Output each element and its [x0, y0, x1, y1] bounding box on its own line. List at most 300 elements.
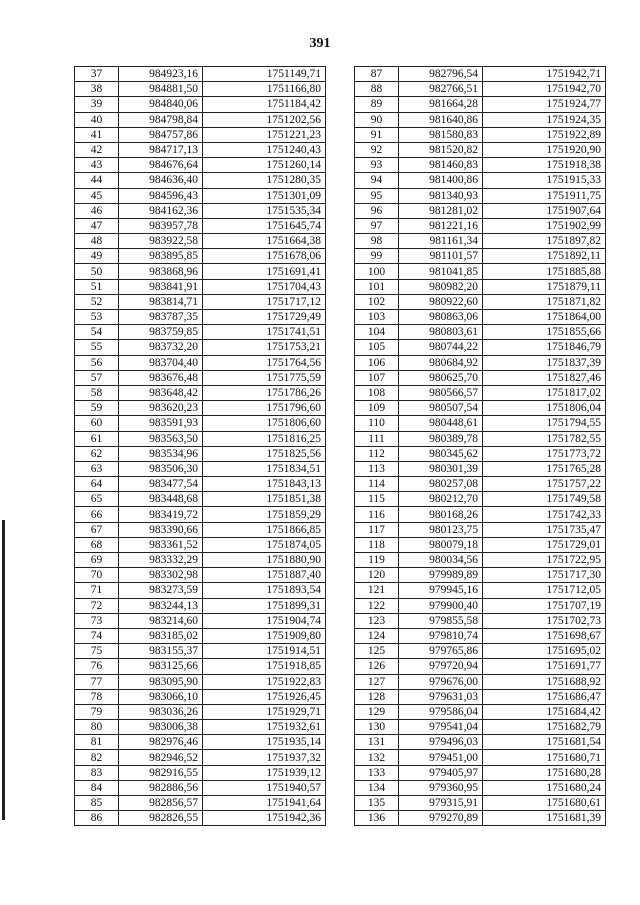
y-coordinate-cell: 1751855,66: [483, 325, 606, 340]
x-coordinate-cell: 983006,38: [119, 720, 203, 735]
point-number-cell: 45: [75, 188, 119, 203]
x-coordinate-cell: 984757,86: [119, 127, 203, 142]
table-row: [75, 735, 326, 750]
x-coordinate-cell: 980982,20: [399, 279, 483, 294]
y-coordinate-cell: 1751645,74: [203, 218, 326, 233]
table-row: [75, 674, 326, 689]
y-coordinate-cell: 1751707,19: [483, 598, 606, 613]
y-coordinate-cell: 1751765,28: [483, 461, 606, 476]
table-row: [355, 583, 606, 598]
table-row: [355, 689, 606, 704]
x-coordinate-cell: 983477,54: [119, 477, 203, 492]
y-coordinate-cell: 1751722,95: [483, 553, 606, 568]
y-coordinate-cell: 1751907,64: [483, 203, 606, 218]
x-coordinate-cell: 983868,96: [119, 264, 203, 279]
point-number-cell: 73: [75, 613, 119, 628]
point-number-cell: 65: [75, 492, 119, 507]
point-number-cell: 63: [75, 461, 119, 476]
point-number-cell: 104: [355, 325, 399, 340]
table-row: [355, 249, 606, 264]
table-row: [355, 553, 606, 568]
x-coordinate-cell: 983814,71: [119, 294, 203, 309]
table-row: [355, 188, 606, 203]
x-coordinate-cell: 982796,54: [399, 67, 483, 82]
x-coordinate-cell: 979405,97: [399, 765, 483, 780]
point-number-cell: 131: [355, 735, 399, 750]
point-number-cell: 44: [75, 173, 119, 188]
x-coordinate-cell: 984881,50: [119, 82, 203, 97]
point-number-cell: 62: [75, 446, 119, 461]
point-number-cell: 108: [355, 385, 399, 400]
table-row: [75, 279, 326, 294]
x-coordinate-cell: 981161,34: [399, 234, 483, 249]
point-number-cell: 75: [75, 644, 119, 659]
y-coordinate-cell: 1751704,43: [203, 279, 326, 294]
point-number-cell: 130: [355, 720, 399, 735]
point-number-cell: 70: [75, 568, 119, 583]
x-coordinate-cell: 982976,46: [119, 735, 203, 750]
y-coordinate-cell: 1751837,39: [483, 355, 606, 370]
y-coordinate-cell: 1751879,11: [483, 279, 606, 294]
x-coordinate-cell: 980257,08: [399, 477, 483, 492]
y-coordinate-cell: 1751735,47: [483, 522, 606, 537]
table-row: [75, 112, 326, 127]
y-coordinate-cell: 1751918,38: [483, 158, 606, 173]
table-row: [355, 325, 606, 340]
x-coordinate-cell: 979676,00: [399, 674, 483, 689]
x-coordinate-cell: 983787,35: [119, 310, 203, 325]
x-coordinate-cell: 983895,85: [119, 249, 203, 264]
y-coordinate-cell: 1751817,02: [483, 385, 606, 400]
point-number-cell: 99: [355, 249, 399, 264]
table-row: [355, 264, 606, 279]
table-row: [75, 401, 326, 416]
point-number-cell: 101: [355, 279, 399, 294]
y-coordinate-cell: 1751893,54: [203, 583, 326, 598]
table-row: [75, 294, 326, 309]
x-coordinate-cell: 983620,23: [119, 401, 203, 416]
table-row: [75, 689, 326, 704]
table-row: [355, 628, 606, 643]
table-row: [355, 568, 606, 583]
x-coordinate-cell: 981221,16: [399, 218, 483, 233]
table-row: [75, 340, 326, 355]
point-number-cell: 88: [355, 82, 399, 97]
y-coordinate-cell: 1751939,12: [203, 765, 326, 780]
y-coordinate-cell: 1751846,79: [483, 340, 606, 355]
y-coordinate-cell: 1751741,51: [203, 325, 326, 340]
x-coordinate-cell: 980168,26: [399, 507, 483, 522]
y-coordinate-cell: 1751695,02: [483, 644, 606, 659]
x-coordinate-cell: 979989,89: [399, 568, 483, 583]
table-row: [355, 355, 606, 370]
x-coordinate-cell: 979541,04: [399, 720, 483, 735]
point-number-cell: 38: [75, 82, 119, 97]
y-coordinate-cell: 1751922,83: [203, 674, 326, 689]
page-number: 391: [309, 36, 331, 51]
table-row: [75, 750, 326, 765]
y-coordinate-cell: 1751918,85: [203, 659, 326, 674]
y-coordinate-cell: 1751729,01: [483, 537, 606, 552]
x-coordinate-cell: 982886,56: [119, 780, 203, 795]
table-row: [355, 385, 606, 400]
y-coordinate-cell: 1751892,11: [483, 249, 606, 264]
x-coordinate-cell: 980922,60: [399, 294, 483, 309]
y-coordinate-cell: 1751202,56: [203, 112, 326, 127]
table-row: [75, 218, 326, 233]
point-number-cell: 66: [75, 507, 119, 522]
table-row: [75, 173, 326, 188]
table-row: [75, 644, 326, 659]
y-coordinate-cell: 1751680,61: [483, 796, 606, 811]
y-coordinate-cell: 1751851,38: [203, 492, 326, 507]
y-coordinate-cell: 1751942,71: [483, 67, 606, 82]
x-coordinate-cell: 983676,48: [119, 370, 203, 385]
table-row: [75, 765, 326, 780]
y-coordinate-cell: 1751691,77: [483, 659, 606, 674]
point-number-cell: 93: [355, 158, 399, 173]
point-number-cell: 97: [355, 218, 399, 233]
x-coordinate-cell: 982856,57: [119, 796, 203, 811]
table-row: [355, 735, 606, 750]
y-coordinate-cell: 1751915,33: [483, 173, 606, 188]
table-row: [75, 203, 326, 218]
table-row: [355, 477, 606, 492]
x-coordinate-cell: 983302,98: [119, 568, 203, 583]
x-coordinate-cell: 984798,84: [119, 112, 203, 127]
y-coordinate-cell: 1751827,46: [483, 370, 606, 385]
table-row: [75, 355, 326, 370]
point-number-cell: 113: [355, 461, 399, 476]
point-number-cell: 87: [355, 67, 399, 82]
x-coordinate-cell: 983957,78: [119, 218, 203, 233]
point-number-cell: 133: [355, 765, 399, 780]
point-number-cell: 106: [355, 355, 399, 370]
table-row: [355, 340, 606, 355]
point-number-cell: 98: [355, 234, 399, 249]
x-coordinate-cell: 979765,86: [399, 644, 483, 659]
y-coordinate-cell: 1751681,39: [483, 811, 606, 826]
x-coordinate-cell: 981520,82: [399, 142, 483, 157]
x-coordinate-cell: 984162,36: [119, 203, 203, 218]
table-row: [355, 158, 606, 173]
y-coordinate-cell: 1751885,88: [483, 264, 606, 279]
x-coordinate-cell: 980744,22: [399, 340, 483, 355]
point-number-cell: 90: [355, 112, 399, 127]
table-row: [355, 659, 606, 674]
x-coordinate-cell: 984676,64: [119, 158, 203, 173]
y-coordinate-cell: 1751874,05: [203, 537, 326, 552]
x-coordinate-cell: 983759,85: [119, 325, 203, 340]
y-coordinate-cell: 1751773,72: [483, 446, 606, 461]
point-number-cell: 95: [355, 188, 399, 203]
y-coordinate-cell: 1751940,57: [203, 780, 326, 795]
y-coordinate-cell: 1751684,42: [483, 704, 606, 719]
table-row: [355, 492, 606, 507]
point-number-cell: 77: [75, 674, 119, 689]
point-number-cell: 119: [355, 553, 399, 568]
point-number-cell: 84: [75, 780, 119, 795]
table-row: [355, 203, 606, 218]
y-coordinate-cell: 1751942,36: [203, 811, 326, 826]
point-number-cell: 120: [355, 568, 399, 583]
x-coordinate-cell: 983648,42: [119, 385, 203, 400]
y-coordinate-cell: 1751929,71: [203, 704, 326, 719]
table-row: [355, 112, 606, 127]
point-number-cell: 76: [75, 659, 119, 674]
x-coordinate-cell: 983125,66: [119, 659, 203, 674]
y-coordinate-cell: 1751301,09: [203, 188, 326, 203]
point-number-cell: 127: [355, 674, 399, 689]
point-number-cell: 129: [355, 704, 399, 719]
y-coordinate-cell: 1751260,14: [203, 158, 326, 173]
x-coordinate-cell: 979315,91: [399, 796, 483, 811]
table-row: [355, 644, 606, 659]
y-coordinate-cell: 1751796,60: [203, 401, 326, 416]
table-row: [355, 811, 606, 826]
table-row: [75, 568, 326, 583]
x-coordinate-cell: 981640,86: [399, 112, 483, 127]
table-row: [75, 796, 326, 811]
table-row: [75, 583, 326, 598]
point-number-cell: 126: [355, 659, 399, 674]
y-coordinate-cell: 1751806,04: [483, 401, 606, 416]
point-number-cell: 51: [75, 279, 119, 294]
point-number-cell: 57: [75, 370, 119, 385]
point-number-cell: 69: [75, 553, 119, 568]
point-number-cell: 78: [75, 689, 119, 704]
table-row: [355, 67, 606, 82]
y-coordinate-cell: 1751749,58: [483, 492, 606, 507]
y-coordinate-cell: 1751899,31: [203, 598, 326, 613]
point-number-cell: 56: [75, 355, 119, 370]
point-number-cell: 72: [75, 598, 119, 613]
x-coordinate-cell: 983185,02: [119, 628, 203, 643]
y-coordinate-cell: 1751924,35: [483, 112, 606, 127]
point-number-cell: 39: [75, 97, 119, 112]
y-coordinate-cell: 1751184,42: [203, 97, 326, 112]
y-coordinate-cell: 1751680,28: [483, 765, 606, 780]
y-coordinate-cell: 1751897,82: [483, 234, 606, 249]
x-coordinate-cell: 983841,91: [119, 279, 203, 294]
y-coordinate-cell: 1751806,60: [203, 416, 326, 431]
y-coordinate-cell: 1751909,80: [203, 628, 326, 643]
x-coordinate-cell: 982826,55: [119, 811, 203, 826]
y-coordinate-cell: 1751664,38: [203, 234, 326, 249]
x-coordinate-cell: 982946,52: [119, 750, 203, 765]
table-row: [75, 416, 326, 431]
x-coordinate-cell: 981101,57: [399, 249, 483, 264]
x-coordinate-cell: 983732,20: [119, 340, 203, 355]
y-coordinate-cell: 1751764,56: [203, 355, 326, 370]
y-coordinate-cell: 1751717,30: [483, 568, 606, 583]
table-row: [75, 613, 326, 628]
table-row: [355, 279, 606, 294]
x-coordinate-cell: 983506,30: [119, 461, 203, 476]
table-row: [355, 750, 606, 765]
table-row: [355, 537, 606, 552]
point-number-cell: 53: [75, 310, 119, 325]
table-row: [355, 82, 606, 97]
point-number-cell: 103: [355, 310, 399, 325]
y-coordinate-cell: 1751920,90: [483, 142, 606, 157]
y-coordinate-cell: 1751887,40: [203, 568, 326, 583]
point-number-cell: 83: [75, 765, 119, 780]
y-coordinate-cell: 1751782,55: [483, 431, 606, 446]
x-coordinate-cell: 980123,75: [399, 522, 483, 537]
table-row: [75, 158, 326, 173]
x-coordinate-cell: 979586,04: [399, 704, 483, 719]
table-row: [355, 522, 606, 537]
table-row: [75, 598, 326, 613]
point-number-cell: 79: [75, 704, 119, 719]
y-coordinate-cell: 1751864,00: [483, 310, 606, 325]
x-coordinate-cell: 981340,93: [399, 188, 483, 203]
table-row: [355, 507, 606, 522]
point-number-cell: 111: [355, 431, 399, 446]
table-row: [355, 234, 606, 249]
point-number-cell: 116: [355, 507, 399, 522]
table-row: [75, 492, 326, 507]
y-coordinate-cell: 1751902,99: [483, 218, 606, 233]
x-coordinate-cell: 980212,70: [399, 492, 483, 507]
y-coordinate-cell: 1751240,43: [203, 142, 326, 157]
y-coordinate-cell: 1751757,22: [483, 477, 606, 492]
point-number-cell: 96: [355, 203, 399, 218]
point-number-cell: 109: [355, 401, 399, 416]
table-row: [75, 127, 326, 142]
point-number-cell: 46: [75, 203, 119, 218]
x-coordinate-cell: 979631,03: [399, 689, 483, 704]
x-coordinate-cell: 979900,40: [399, 598, 483, 613]
x-coordinate-cell: 981664,28: [399, 97, 483, 112]
x-coordinate-cell: 983922,58: [119, 234, 203, 249]
y-coordinate-cell: 1751866,85: [203, 522, 326, 537]
y-coordinate-cell: 1751825,56: [203, 446, 326, 461]
y-coordinate-cell: 1751871,82: [483, 294, 606, 309]
y-coordinate-cell: 1751880,90: [203, 553, 326, 568]
y-coordinate-cell: 1751691,41: [203, 264, 326, 279]
table-row: [355, 310, 606, 325]
x-coordinate-cell: 983361,52: [119, 537, 203, 552]
table-row: [75, 704, 326, 719]
table-row: [355, 431, 606, 446]
table-row: [75, 553, 326, 568]
x-coordinate-cell: 983563,50: [119, 431, 203, 446]
point-number-cell: 49: [75, 249, 119, 264]
y-coordinate-cell: 1751753,21: [203, 340, 326, 355]
table-row: [75, 537, 326, 552]
x-coordinate-cell: 983419,72: [119, 507, 203, 522]
x-coordinate-cell: 981400,86: [399, 173, 483, 188]
y-coordinate-cell: 1751932,61: [203, 720, 326, 735]
point-number-cell: 105: [355, 340, 399, 355]
table-row: [355, 127, 606, 142]
y-coordinate-cell: 1751742,33: [483, 507, 606, 522]
table-row: [355, 780, 606, 795]
point-number-cell: 58: [75, 385, 119, 400]
x-coordinate-cell: 981460,83: [399, 158, 483, 173]
point-number-cell: 107: [355, 370, 399, 385]
y-coordinate-cell: 1751717,12: [203, 294, 326, 309]
y-coordinate-cell: 1751935,14: [203, 735, 326, 750]
x-coordinate-cell: 983390,66: [119, 522, 203, 537]
point-number-cell: 86: [75, 811, 119, 826]
point-number-cell: 132: [355, 750, 399, 765]
point-number-cell: 89: [355, 97, 399, 112]
y-coordinate-cell: 1751680,24: [483, 780, 606, 795]
x-coordinate-cell: 980684,92: [399, 355, 483, 370]
table-row: [355, 97, 606, 112]
point-number-cell: 60: [75, 416, 119, 431]
x-coordinate-cell: 983095,90: [119, 674, 203, 689]
y-coordinate-cell: 1751535,34: [203, 203, 326, 218]
table-row: [75, 522, 326, 537]
y-coordinate-cell: 1751775,59: [203, 370, 326, 385]
point-number-cell: 100: [355, 264, 399, 279]
x-coordinate-cell: 984923,16: [119, 67, 203, 82]
y-coordinate-cell: 1751686,47: [483, 689, 606, 704]
point-number-cell: 52: [75, 294, 119, 309]
x-coordinate-cell: 983066,10: [119, 689, 203, 704]
x-coordinate-cell: 979451,00: [399, 750, 483, 765]
x-coordinate-cell: 979720,94: [399, 659, 483, 674]
x-coordinate-cell: 979360,95: [399, 780, 483, 795]
table-row: [75, 659, 326, 674]
x-coordinate-cell: 983591,93: [119, 416, 203, 431]
table-row: [355, 370, 606, 385]
table-row: [75, 446, 326, 461]
x-coordinate-cell: 983704,40: [119, 355, 203, 370]
point-number-cell: 124: [355, 628, 399, 643]
table-row: [75, 264, 326, 279]
point-number-cell: 115: [355, 492, 399, 507]
y-coordinate-cell: 1751914,51: [203, 644, 326, 659]
point-number-cell: 48: [75, 234, 119, 249]
table-row: [75, 370, 326, 385]
y-coordinate-cell: 1751712,05: [483, 583, 606, 598]
point-number-cell: 74: [75, 628, 119, 643]
y-coordinate-cell: 1751221,23: [203, 127, 326, 142]
point-number-cell: 118: [355, 537, 399, 552]
y-coordinate-cell: 1751904,74: [203, 613, 326, 628]
table-row: [355, 674, 606, 689]
x-coordinate-cell: 983332,29: [119, 553, 203, 568]
point-number-cell: 67: [75, 522, 119, 537]
table-row: [355, 613, 606, 628]
y-coordinate-cell: 1751816,25: [203, 431, 326, 446]
table-row: [75, 67, 326, 82]
x-coordinate-cell: 983155,37: [119, 644, 203, 659]
x-coordinate-cell: 980803,61: [399, 325, 483, 340]
table-row: [75, 97, 326, 112]
point-number-cell: 50: [75, 264, 119, 279]
table-row: [75, 780, 326, 795]
table-row: [75, 82, 326, 97]
x-coordinate-cell: 984717,13: [119, 142, 203, 157]
x-coordinate-cell: 979496,03: [399, 735, 483, 750]
x-coordinate-cell: 979945,16: [399, 583, 483, 598]
y-coordinate-cell: 1751688,92: [483, 674, 606, 689]
point-number-cell: 134: [355, 780, 399, 795]
point-number-cell: 94: [355, 173, 399, 188]
x-coordinate-cell: 981580,83: [399, 127, 483, 142]
table-row: [355, 401, 606, 416]
y-coordinate-cell: 1751942,70: [483, 82, 606, 97]
table-row: [355, 796, 606, 811]
point-number-cell: 80: [75, 720, 119, 735]
table-row: [75, 249, 326, 264]
